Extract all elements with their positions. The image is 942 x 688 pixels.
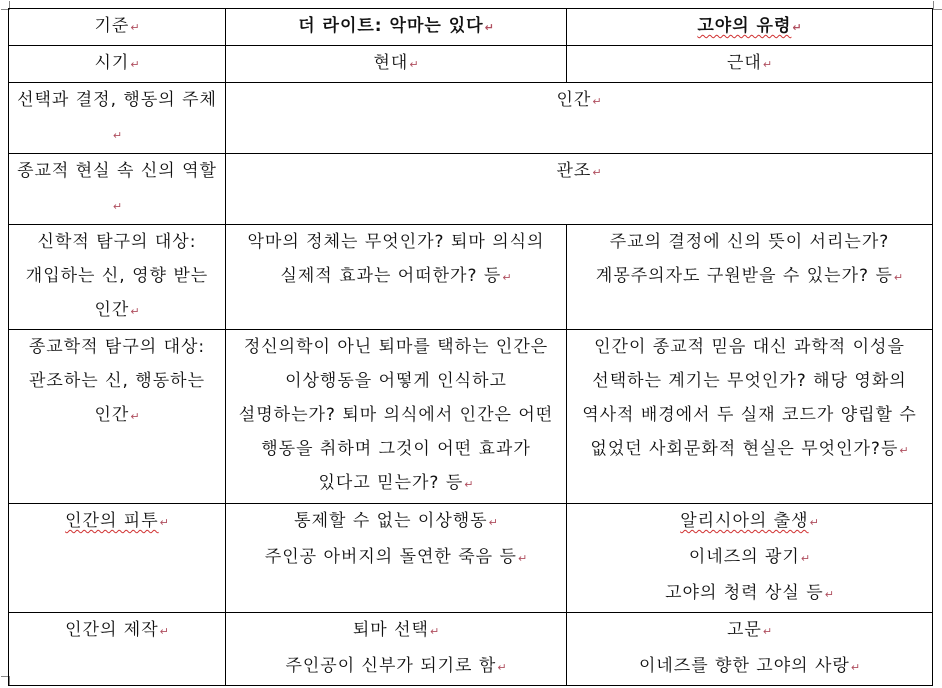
row-label: 선택과 결정, 행동의 주체	[17, 90, 217, 110]
row-label: 시기	[94, 53, 130, 73]
row-film1-text: 악마의 정체는 무엇인가? 퇴마 의식의 실제적 효과는 어떠한가? 등	[247, 232, 545, 286]
header-film1-cell: 더 라이트: 악마는 있다↵	[226, 9, 567, 46]
table-row-making	[9, 613, 933, 686]
row-label-cell: 선택과 결정, 행동의 주체↵	[9, 83, 226, 154]
list-item: 알리시아의 출생↵	[680, 511, 819, 531]
row-merged-text: 관조	[556, 161, 592, 181]
table-header-row	[9, 9, 933, 46]
row-film2-text: 주교의 결정에 신의 뜻이 서리는가? 계몽주의자도 구원받을 수 있는가? 등	[595, 232, 893, 286]
row-label: 인간의 제작	[65, 620, 159, 640]
table-row-role-of-god	[9, 154, 933, 225]
table-row-agent	[9, 83, 933, 154]
comparison-table	[8, 8, 933, 686]
row-label-cell: 시기↵	[9, 46, 226, 83]
header-film1: 더 라이트: 악마는 있다	[298, 16, 484, 36]
row-merged-cell: 인간↵	[226, 83, 933, 154]
list-item: 이네즈의 광기↵	[688, 547, 811, 567]
row-label-cell: 종교적 현실 속 신의 역할↵	[9, 154, 226, 225]
list-item: 주인공 아버지의 돌연한 죽음 등↵	[264, 547, 528, 567]
row-label-cell: 인간의 피투↵	[9, 504, 226, 613]
row-label: 인간의 피투	[65, 511, 159, 531]
row-merged-cell: 관조↵	[226, 154, 933, 225]
list-item: 이네즈를 향한 고야의 사랑↵	[638, 656, 861, 676]
row-film1-cell: 현대↵	[226, 46, 567, 83]
row-film1-cell: 악마의 정체는 무엇인가? 퇴마 의식의 실제적 효과는 어떠한가? 등↵	[226, 225, 567, 330]
list-item: 고문↵	[726, 620, 773, 640]
row-film2-cell: 근대↵	[567, 46, 933, 83]
row-film2-text: 근대	[726, 53, 762, 73]
row-label-cell: 종교학적 탐구의 대상: 관조하는 신, 행동하는 인간↵	[9, 330, 226, 504]
row-merged-text: 인간	[556, 90, 592, 110]
table-row-thrownness	[9, 504, 933, 613]
row-film1-text: 현대	[373, 53, 409, 73]
row-film1-cell	[226, 613, 567, 686]
row-label-cell: 신학적 탐구의 대상: 개입하는 신, 영향 받는 인간↵	[9, 225, 226, 330]
list-item: 퇴마 선택↵	[352, 620, 440, 640]
row-film2-cell	[567, 504, 933, 613]
list-item: 주인공이 신부가 되기로 함↵	[285, 656, 507, 676]
row-film1-text: 정신의학이 아닌 퇴마를 택하는 인간은 이상행동을 어떻게 인식하고 설명하는가? 퇴마 의식에서 인간은 어떤 행동을 취하며 그것이 어떤 효과가 있다고 믿는가? 등	[238, 337, 554, 493]
page-corner-mark-top-right	[933, 1, 942, 10]
header-film2-cell: 고야의 유령↵	[567, 9, 933, 46]
table-row-period	[9, 46, 933, 83]
row-film1-cell	[226, 504, 567, 613]
row-label: 종교적 현실 속 신의 역할	[17, 161, 217, 181]
table-row-theology	[9, 225, 933, 330]
row-label-cell: 인간의 제작↵	[9, 613, 226, 686]
row-label: 종교학적 탐구의 대상: 관조하는 신, 행동하는 인간	[28, 337, 206, 425]
header-film2: 고야의 유령	[697, 16, 792, 36]
row-label: 신학적 탐구의 대상: 개입하는 신, 영향 받는 인간	[25, 232, 209, 320]
header-criteria: 기준	[94, 16, 130, 36]
row-film2-text: 인간이 종교적 믿음 대신 과학적 이성을 선택하는 계기는 무엇인가? 해당 영화의 역사적 배경에서 두 실재 코드가 양립할 수 없었던 사회문화적 현실은 무엇인가?등	[582, 337, 917, 459]
row-film2-cell: 인간이 종교적 믿음 대신 과학적 이성을 선택하는 계기는 무엇인가? 해당 영화의 역사적 배경에서 두 실재 코드가 양립할 수 없었던 사회문화적 현실은 무엇인가?등↵	[567, 330, 933, 504]
header-criteria-cell: 기준↵	[9, 9, 226, 46]
row-film1-cell: 정신의학이 아닌 퇴마를 택하는 인간은 이상행동을 어떻게 인식하고 설명하는가? 퇴마 의식에서 인간은 어떤 행동을 취하며 그것이 어떤 효과가 있다고 믿는가? 등↵	[226, 330, 567, 504]
row-film2-cell: 주교의 결정에 신의 뜻이 서리는가? 계몽주의자도 구원받을 수 있는가? 등↵	[567, 225, 933, 330]
list-item: 통제할 수 없는 이상행동↵	[294, 511, 498, 531]
table-row-religious-studies	[9, 330, 933, 504]
row-film2-cell	[567, 613, 933, 686]
list-item: 고야의 청력 상실 등↵	[665, 583, 834, 603]
